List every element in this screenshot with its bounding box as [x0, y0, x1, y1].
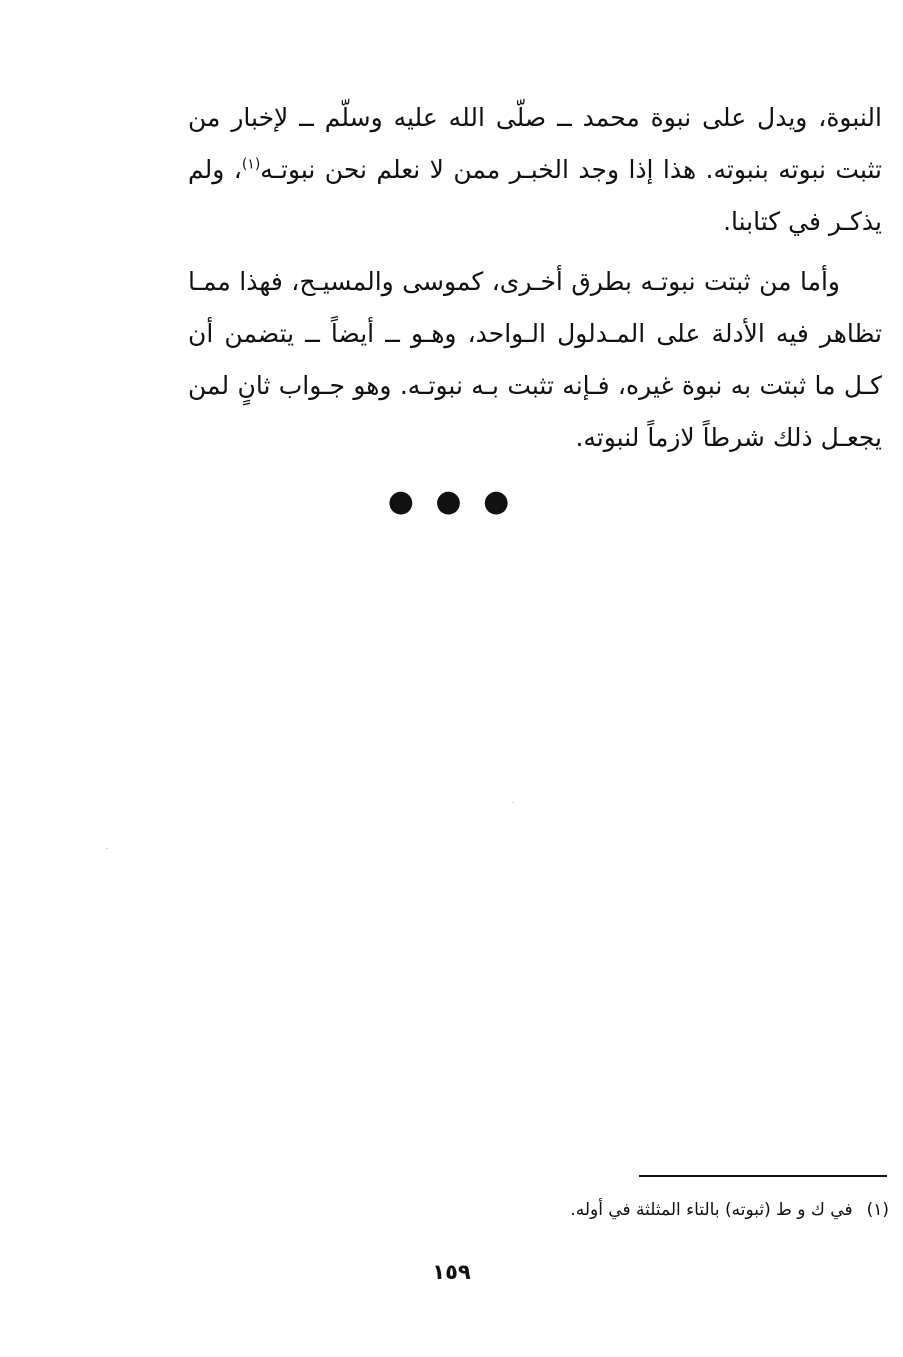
- main-text: [188, 92, 882, 464]
- footnote-reference[interactable]: (١): [241, 156, 261, 173]
- scan-speck: [512, 802, 514, 803]
- footnote-text: في ك و ط (ثبوته) بالتاء المثلثة في أوله.: [570, 1200, 853, 1220]
- footnote-divider: [639, 1175, 887, 1177]
- footnote-number: (١): [866, 1200, 889, 1220]
- paragraph-1-text: النبوة، ويدل على نبوة محمد ــ صلّى الله عليه وسلّم ــ لإخبار من تثبت نبوته بنبوته. هذا إذا وجد الخبـر ممن لا نعلم نحن نبوتـه: [188, 103, 883, 184]
- page-number: ١٥٩: [432, 1260, 471, 1284]
- paragraph-1-text-end: ، ولم يذكـر في كتابنا.: [188, 155, 882, 236]
- section-separator: ● ● ●: [387, 484, 516, 519]
- scan-speck: [106, 848, 108, 849]
- paragraph-2: وأما من ثبتت نبوتـه بطرق أخـرى، كموسى والمسيـح، فهذا ممـا تظاهر فيه الأدلة على المـدلول الـواحد، وهـو ــ أيضاً ــ يتضمن أن كـل ما ثبتت به نبوة غيره، فـإنه تثبت بـه نبوتـه. وهو جـواب ثانٍ لمن يجعـل ذلك شرطاً لازماً لنبوته.: [188, 267, 882, 452]
- paragraph-1: [188, 92, 882, 248]
- footnote: [489, 1196, 889, 1224]
